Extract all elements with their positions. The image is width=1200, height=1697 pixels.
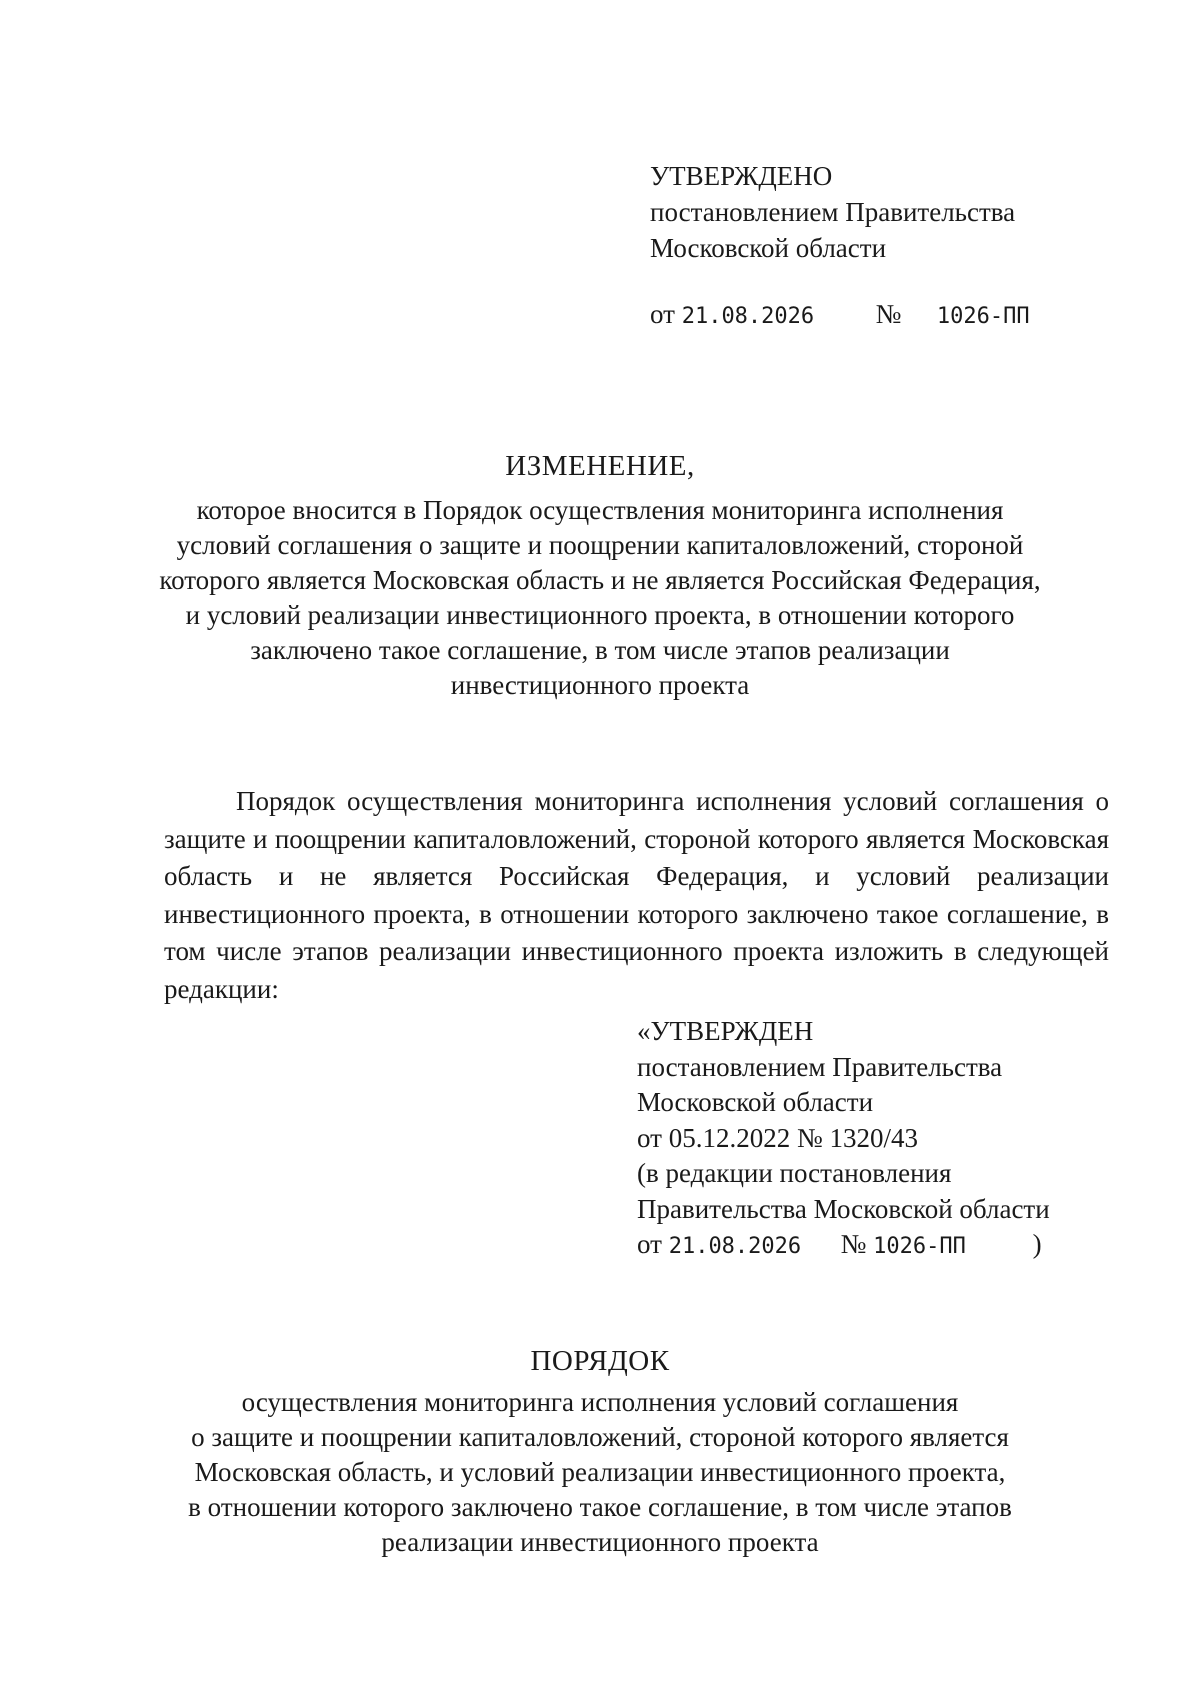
new-approval-line3: от 05.12.2022 № 1320/43 [637,1122,918,1153]
new-approval-line4: (в редакции постановления [637,1158,952,1188]
new-approval-line2: Московской области [637,1087,874,1117]
approval-date-row [650,296,1030,335]
new-approval-close-paren: ) [1032,1229,1042,1259]
new-approval-line5: Правительства Московской области [637,1193,1050,1224]
order-subtitle-line: о защите и поощрении капиталовложений, стороной которого является [191,1422,1009,1452]
order-subtitle [0,1385,1200,1560]
new-approval-number: 1026-ПП [873,1234,966,1259]
approval-issuer-line1: постановлением Правительства [650,197,1016,227]
change-subtitle-line: инвестиционного проекта [450,670,750,700]
new-approval-number-sign: № [840,1229,867,1259]
new-approval-date-row [637,1227,1050,1265]
change-subtitle-line: заключено такое соглашение, в том числе этапов реализации [250,635,950,665]
order-subtitle-line: Московская область, и условий реализации инвестиционного проекта, [194,1457,1006,1487]
change-subtitle [0,493,1200,703]
change-subtitle-line: которого является Московская область и не является Российская Федерация, [159,565,1041,595]
new-approval-line1: постановлением Правительства [637,1051,1003,1082]
new-approval-stamp [637,1014,1050,1265]
change-subtitle-line: условий соглашения о защите и поощрении капиталовложений, стороной [176,530,1024,560]
new-approval-date-prefix: от [637,1229,662,1259]
change-subtitle-line: и условий реализации инвестиционного проекта, в отношении которого [185,600,1015,630]
order-subtitle-line: в отношении которого заключено такое соглашение, в том числе этапов [188,1492,1012,1522]
approval-status: УТВЕРЖДЕНО [650,161,833,191]
order-subtitle-line: осуществления мониторинга исполнения условий соглашения [241,1387,959,1417]
change-title: ИЗМЕНЕНИЕ, [505,450,695,482]
approval-number: 1026-ПП [936,304,1030,329]
approval-issuer-line2: Московской области [650,233,887,263]
approval-number-sign: № [875,299,902,329]
approval-date: 21.08.2026 [681,304,815,329]
change-subtitle-line: которое вносится в Порядок осуществления мониторинга исполнения [196,495,1004,525]
order-subtitle-line: реализации инвестиционного проекта [381,1527,819,1557]
approval-stamp [650,158,1030,335]
body-paragraph: Порядок осуществления мониторинга исполнения условий соглашения о защите и поощрении капиталовложений, стороной которого является Московская область и не является Российская Федерация, и условий реализации инвестиционного проекта, в отношении которого заключено такое соглашение, в том числе этапов реализации инвестиционного проекта изложить в следующей редакции: [164,786,1109,1004]
approval-date-prefix: от [650,299,675,329]
new-approval-status: «УТВЕРЖДЕН [637,1016,814,1046]
order-title: ПОРЯДОК [530,1345,670,1377]
new-approval-date: 21.08.2026 [668,1234,802,1259]
